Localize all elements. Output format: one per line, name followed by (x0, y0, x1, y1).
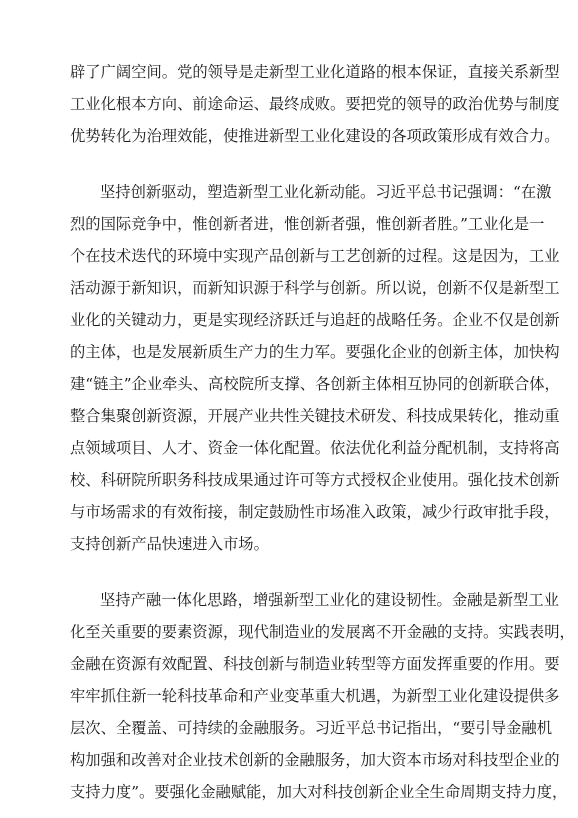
text-line: 牢牢抓住新一轮科技革命和产业变革重大机遇，为新型工业化建设提供多 (70, 687, 560, 705)
text-line: 建“链主”企业牵头、高校院所支撑、各创新主体相互协同的创新联合体， (70, 375, 560, 393)
text-line: 坚持产融一体化思路，增强新型工业化的建设韧性。金融是新型工业 (100, 591, 559, 609)
text-line: 辟了广阔空间。党的领导是走新型工业化道路的根本保证，直接关系新型 (70, 63, 560, 81)
text-line: 金融在资源有效配置、科技创新与制造业转型等方面发挥重要的作用。要 (70, 655, 560, 673)
text-line: 坚持创新驱动，塑造新型工业化新动能。习近平总书记强调：“在激 (100, 183, 552, 201)
text-line: 烈的国际竞争中，惟创新者进，惟创新者强，惟创新者胜。”工业化是一 (70, 215, 545, 233)
text-line: 与市场需求的有效衔接，制定鼓励性市场准入政策，减少行政审批手段， (70, 503, 560, 521)
text-line: 化至关重要的要素资源，现代制造业的发展离不开金融的支持。实践表明， (70, 623, 575, 641)
text-line: 整合集聚创新资源，开展产业共性关键技术研发、科技成果转化，推动重 (70, 407, 560, 425)
text-line: 业化的关键动力，更是实现经济跃迁与追赶的战略任务。企业不仅是创新 (70, 311, 560, 329)
text-line: 支持创新产品快速进入市场。 (70, 535, 269, 553)
text-line: 支持力度”。要强化金融赋能，加大对科技创新企业全生命周期支持力度， (70, 783, 568, 801)
text-line: 个在技术迭代的环境中实现产品创新与工艺创新的过程。这是因为，工业 (70, 247, 560, 265)
text-line: 工业化根本方向、前途命运、最终成败。要把党的领导的政治优势与制度 (70, 95, 560, 113)
text-line: 的主体，也是发展新质生产力的生力军。要强化企业的创新主体，加快构 (70, 343, 560, 361)
text-line: 点领域项目、人才、资金一体化配置。依法优化利益分配机制，支持将高 (70, 439, 560, 457)
text-line: 层次、全覆盖、可持续的金融服务。习近平总书记指出，“要引导金融机 (70, 719, 553, 737)
text-line: 活动源于新知识，而新知识源于科学与创新。所以说，创新不仅是新型工 (70, 279, 560, 297)
text-line: 优势转化为治理效能，使推进新型工业化建设的各项政策形成有效合力。 (70, 127, 560, 145)
text-line: 校、科研院所职务科技成果通过许可等方式授权企业使用。强化技术创新 (70, 471, 560, 489)
text-line: 构加强和改善对企业技术创新的金融服务，加大资本市场对科技型企业的 (70, 751, 560, 769)
